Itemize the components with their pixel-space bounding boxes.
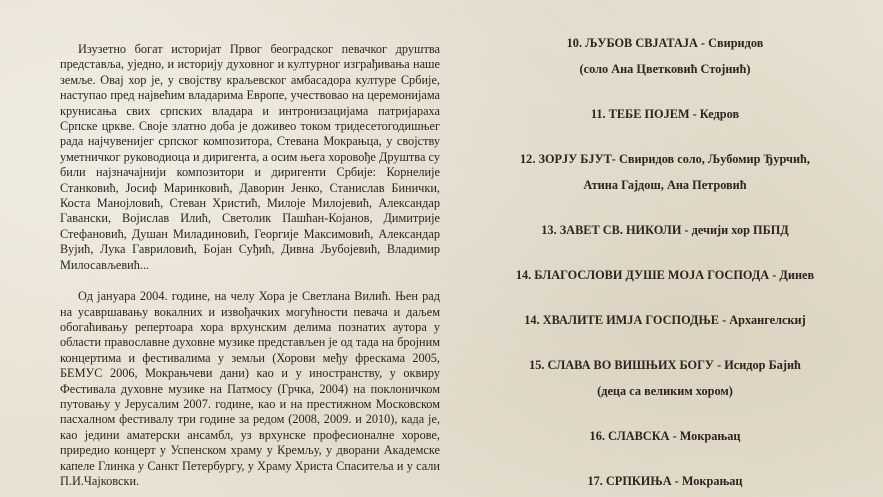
program-item-title: 15. СЛАВА ВО ВИШЊИХ БОГУ - Исидор Бајић — [529, 358, 801, 372]
program-item-title: 10. ЉУБОВ СВЈАТАЈА - Свиридов — [566, 36, 764, 50]
program-item-title: 11. ТЕБЕ ПОЈЕМ - Кедров — [590, 107, 740, 121]
history-paragraph-1: Изузетно богат историјат Првог београдског певачког друштва представља, уједно, и историју духовног и културног изграђивања наше земље. Овај хор је, у својству краљевског амбасадора културе Србије, наступао пред највећим владарима Европе, учествовао на церемонијама крунисања свих српских владара и интронизацијама патријараха Српске цркве. Своје златно доба је доживео током тридесетогодишњег рада најчувенијег српског композитора, Стевана Мокрањца, у својству уметничког руководиоца и диригента, а осим њега хоровође Друштва су били најзначајнији композитори и диригенти Србије: Корнелије Станковић, Јосиф Маринковић, Даворин Јенко, Станислав Бинички, Коста Манојловић, Стеван Христић, Милоје Милојевић, Александар Гавански, Војислав Илић, Светолик Пашћан-Којанов, Димитрије Стефановић, Душан Миладиновић, Георгије Максимовић, Александар Вујић, Лука Гавриловић, Бојан Суђић, Дивна Љубојевић, Владимир Милосављевић... — [60, 42, 440, 272]
program-item-17 — [480, 468, 850, 494]
program-item-title: 14. ХВАЛИТЕ ИМЈА ГОСПОДЊЕ - Архангелскиј — [524, 313, 806, 327]
program-item-title: 13. ЗАВЕТ СВ. НИКОЛИ - дечији хор ПБПД — [541, 223, 789, 237]
program-item-13 — [480, 217, 850, 243]
program-item-14b — [480, 307, 850, 333]
program-item-12 — [480, 146, 850, 198]
program-item-14a — [480, 262, 850, 288]
history-text-column — [60, 42, 440, 489]
program-item-16 — [480, 423, 850, 449]
program-item-note: (соло Ана Цветковић Стојнић) — [579, 62, 751, 76]
program-item-title: 16. СЛАВСКА - Мокрањац — [589, 429, 741, 443]
program-item-note: (деца са великим хором) — [597, 384, 733, 398]
history-paragraph-2: Од јануара 2004. године, на челу Хора је Светлана Вилић. Њен рад на усавршавању вокалних и извођачких могућности певача и даљем обогаћивању репертоара хора врхунским делима познатих аутора у области православне духовне музике представљен је од тада на бројним концертима и фестивалима у земљи (Хорови међу фрескама 2005, БЕМУС 2006, Мокрањчеви дани) као и у иностранству, у оквиру Фестивала духовне музике на Патмосу (Грчка, 2004) на поклоничком путовању у Јерусалим 2007. године, као и на престижном Московском пасхалном фестивалу три године за редом (2008, 2009. и 2010), када је, као једини аматерски ансамбл, уз врхунске професионалне хорове, приредио концерт у Успенском храму у Кремљу, у дворани Академске капеле Глинка у Санкт Петербургу, у Храму Христа Спаситеља и у сали П.И.Чајковски. — [60, 289, 440, 488]
program-item-10 — [480, 30, 850, 82]
program-item-11 — [480, 101, 850, 127]
program-item-15 — [480, 352, 850, 404]
program-item-title: 14. БЛАГОСЛОВИ ДУШЕ МОЈА ГОСПОДА - Динев — [515, 268, 815, 282]
program-item-note: Атина Гајдош, Ана Петровић — [583, 178, 747, 192]
program-item-title: 12. ЗОРЈУ БЈУТ- Свиридов соло, Љубомир Ђурчић, — [520, 152, 810, 166]
program-list — [480, 30, 850, 494]
program-item-title: 17. СРПКИЊА - Мокрањац — [587, 474, 743, 488]
